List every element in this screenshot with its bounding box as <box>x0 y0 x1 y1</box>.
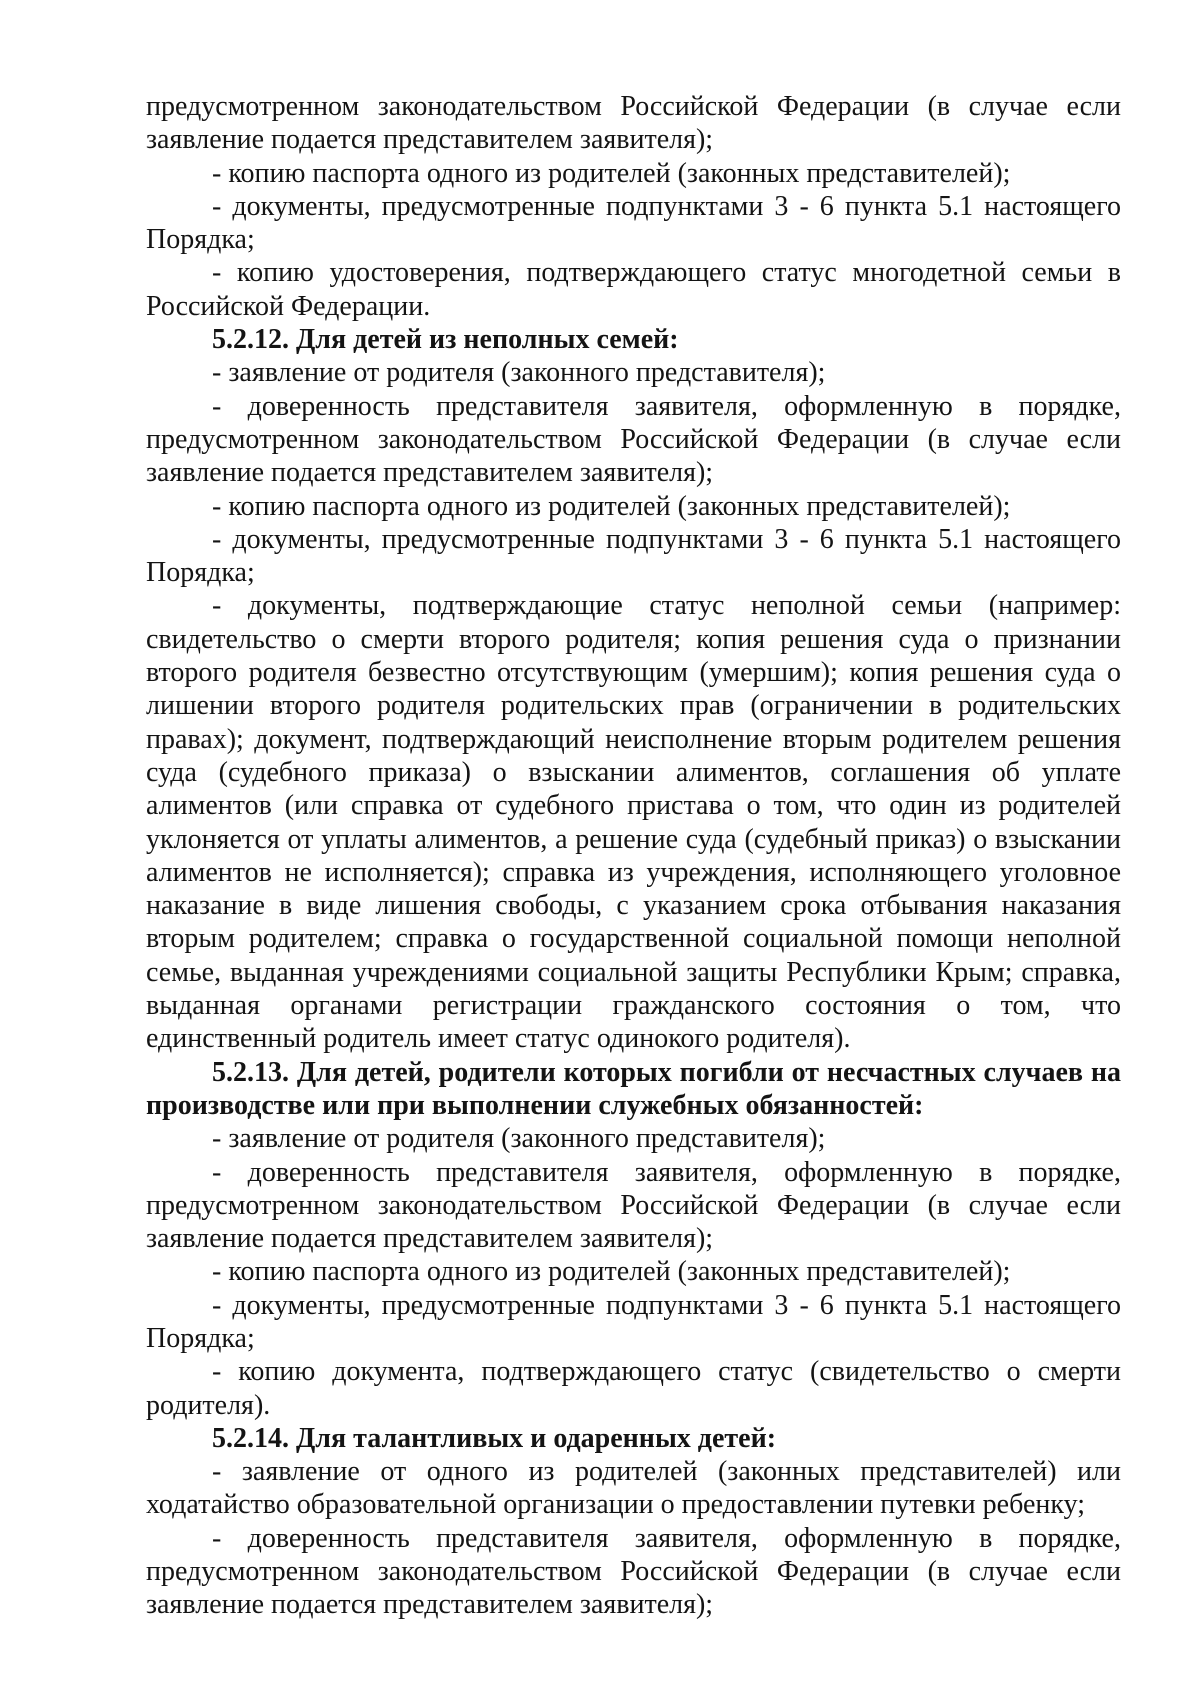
list-item: - доверенность представителя заявителя, оформленную в порядке, предусмотренном законодательством Российской Федерации (в случае если заявление подается представителем заявителя); <box>146 390 1121 489</box>
list-item: - заявление от родителя (законного представителя); <box>212 1123 826 1155</box>
section-heading-5-2-12: 5.2.12. Для детей из неполных семей: <box>212 324 679 356</box>
section-heading-5-2-13: 5.2.13. Для детей, родители которых погибли от несчастных случаев на производстве или при выполнении служебных обязанностей: <box>146 1056 1121 1121</box>
list-item: - заявление от родителя (законного представителя); <box>212 357 826 389</box>
list-item: - документы, предусмотренные подпунктами 3 - 6 пункта 5.1 настоящего Порядка; <box>146 1289 1121 1354</box>
list-item: - копию удостоверения, подтверждающего статус многодетной семьи в Российской Федерации. <box>146 257 1121 322</box>
list-item: - документы, подтверждающие статус неполной семьи (например: свидетельство о смерти второго родителя; копия решения суда о признании второго родителя безвестно отсутствующим (умершим); копия решения суда о лишении второго родителя родительских прав (ограничении в родительских правах); документ, подтверждающий неисполнение вторым родителем решения суда (судебного приказа) о взыскании алиментов, соглашения об уплате алиментов (или справка от судебного пристава о том, что один из родителей уклоняется от уплаты алиментов, а решение суда (судебный приказ) о взыскании алиментов не исполняется); справка из учреждения, исполняющего уголовное наказание в виде лишения свободы, с указанием срока отбывания наказания вторым родителем; справка о государственной социальной помощи неполной семье, выданная учреждениями социальной защиты Республики Крым; справка, выданная органами регистрации гражданского состояния о том, что единственный родитель имеет статус одинокого родителя). <box>146 590 1121 1055</box>
list-item: - доверенность представителя заявителя, оформленную в порядке, предусмотренном законодательством Российской Федерации (в случае если заявление подается представителем заявителя); <box>146 1156 1121 1255</box>
document-page <box>146 90 1121 1622</box>
list-item: - копию паспорта одного из родителей (законных представителей); <box>212 1256 1011 1288</box>
list-item: - копию паспорта одного из родителей (законных представителей); <box>212 157 1011 189</box>
list-item: - доверенность представителя заявителя, оформленную в порядке, предусмотренном законодательством Российской Федерации (в случае если заявление подается представителем заявителя); <box>146 1522 1121 1621</box>
section-heading-5-2-14: 5.2.14. Для талантливых и одаренных детей: <box>212 1422 777 1454</box>
list-item: - копию паспорта одного из родителей (законных представителей); <box>212 490 1011 522</box>
list-item: - документы, предусмотренные подпунктами 3 - 6 пункта 5.1 настоящего Порядка; <box>146 523 1121 589</box>
paragraph-continuation: предусмотренном законодательством Российской Федерации (в случае если заявление подается представителем заявителя); <box>146 91 1121 156</box>
list-item: - копию документа, подтверждающего статус (свидетельство о смерти родителя). <box>146 1356 1121 1421</box>
list-item: - документы, предусмотренные подпунктами 3 - 6 пункта 5.1 настоящего Порядка; <box>146 190 1121 256</box>
list-item: - заявление от одного из родителей (законных представителей) или ходатайство образовательной организации о предоставлении путевки ребенку; <box>146 1456 1121 1521</box>
